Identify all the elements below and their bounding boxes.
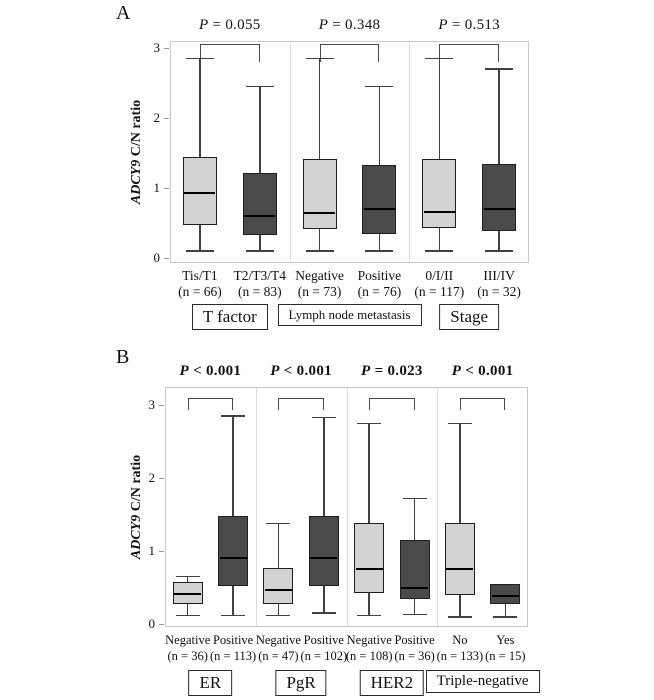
whisker-cap-top bbox=[221, 415, 245, 417]
p-value-text: = 0.513 bbox=[447, 17, 500, 33]
boxplot-box bbox=[482, 164, 516, 232]
y-axis-title-rest: C/N ratio bbox=[129, 99, 144, 160]
y-axis-title-gene: ADCY9 bbox=[129, 159, 144, 205]
median-line bbox=[484, 208, 515, 210]
p-symbol: P bbox=[270, 363, 280, 379]
group-name-label: No bbox=[452, 633, 468, 647]
y-tick-label: 1 bbox=[148, 543, 155, 558]
factor-box: Stage bbox=[439, 304, 499, 330]
y-tick-mark bbox=[159, 551, 164, 552]
p-value-text: = 0.023 bbox=[370, 363, 423, 379]
whisker-cap-top bbox=[312, 417, 336, 419]
panel-b-letter: B bbox=[116, 346, 130, 368]
significance-bracket bbox=[320, 44, 380, 62]
y-tick-label: 2 bbox=[153, 110, 160, 125]
y-tick-label: 3 bbox=[148, 397, 155, 412]
whisker-cap-top bbox=[186, 58, 214, 60]
y-tick-mark bbox=[164, 118, 169, 119]
group-name-label: Positive bbox=[303, 633, 344, 647]
group-name-label: Negative bbox=[255, 633, 301, 647]
group-n-label: (n = 36) bbox=[394, 649, 435, 663]
factor-box: Lymph node metastasis bbox=[277, 304, 421, 326]
boxplot-box bbox=[445, 523, 475, 595]
boxplot-box bbox=[243, 173, 277, 235]
group-name-label: T2/T3/T4 bbox=[233, 268, 287, 283]
boxplot-box bbox=[183, 157, 217, 226]
factor-box: Triple-negative bbox=[426, 670, 540, 693]
y-tick-label: 1 bbox=[153, 180, 160, 195]
group-n-label: (n = 108) bbox=[345, 649, 393, 663]
y-axis-title bbox=[129, 455, 145, 559]
median-line bbox=[244, 215, 275, 217]
p-value-label bbox=[270, 363, 332, 380]
p-symbol: P bbox=[199, 17, 209, 33]
group-n-label: (n = 36) bbox=[167, 649, 208, 663]
boxplot-box bbox=[303, 159, 337, 229]
y-tick-label: 0 bbox=[153, 250, 160, 265]
median-line bbox=[492, 595, 519, 597]
group-n-label: (n = 66) bbox=[178, 284, 222, 299]
whisker-cap-bottom bbox=[221, 615, 245, 617]
whisker-cap-top bbox=[306, 58, 334, 60]
boxplot-box bbox=[490, 584, 520, 604]
y-tick-mark bbox=[159, 624, 164, 625]
p-symbol: P bbox=[179, 363, 190, 379]
p-value-label bbox=[319, 17, 381, 34]
boxplot-box bbox=[362, 165, 396, 234]
p-symbol: P bbox=[438, 17, 448, 33]
whisker-cap-bottom bbox=[425, 250, 453, 252]
p-symbol: P bbox=[451, 363, 462, 379]
p-value-text: < 0.001 bbox=[279, 363, 332, 379]
p-symbol: P bbox=[318, 17, 329, 33]
p-value-label bbox=[180, 363, 242, 380]
whisker-cap-top bbox=[357, 423, 381, 425]
whisker-cap-bottom bbox=[186, 250, 214, 252]
group-n-label: (n = 73) bbox=[297, 284, 342, 299]
significance-bracket bbox=[200, 44, 260, 62]
p-value-text: < 0.001 bbox=[461, 363, 514, 379]
y-tick-label: 3 bbox=[153, 40, 160, 55]
whisker-cap-bottom bbox=[493, 616, 517, 618]
median-line bbox=[401, 587, 428, 589]
group-name-label: Positive bbox=[357, 268, 402, 283]
whisker-cap-top bbox=[448, 423, 472, 425]
group-n-label: (n = 83) bbox=[237, 284, 282, 299]
whisker-cap-bottom bbox=[485, 250, 513, 252]
whisker-cap-bottom bbox=[357, 615, 381, 617]
significance-bracket bbox=[460, 398, 505, 410]
boxplot-box bbox=[218, 516, 248, 586]
group-name-label: III/IV bbox=[483, 268, 515, 283]
whisker-cap-bottom bbox=[403, 614, 427, 616]
whisker-cap-bottom bbox=[246, 250, 274, 252]
factor-box: ER bbox=[189, 670, 233, 696]
median-line bbox=[220, 557, 247, 559]
boxplot-box bbox=[309, 516, 339, 586]
panel-a-letter: A bbox=[116, 2, 131, 24]
median-line bbox=[446, 568, 473, 570]
y-tick-mark bbox=[164, 188, 169, 189]
whisker-cap-top bbox=[365, 86, 393, 88]
whisker-cap-bottom bbox=[365, 250, 393, 252]
median-line bbox=[424, 211, 455, 213]
whisker-cap-top bbox=[485, 68, 513, 70]
median-line bbox=[310, 557, 337, 559]
group-name-label: Positive bbox=[394, 633, 435, 647]
group-name-label: Negative bbox=[165, 633, 211, 647]
group-name-label: Tis/T1 bbox=[182, 268, 218, 283]
y-tick-mark bbox=[164, 48, 169, 49]
median-line bbox=[184, 192, 215, 194]
significance-bracket bbox=[188, 398, 233, 410]
whisker-cap-top bbox=[403, 498, 427, 500]
y-axis-title-rest: C/N ratio bbox=[129, 454, 144, 515]
boxplot-box bbox=[263, 568, 293, 605]
whisker-cap-bottom bbox=[176, 615, 200, 617]
group-n-label: (n = 15) bbox=[485, 649, 526, 663]
median-line bbox=[174, 593, 201, 595]
whisker-cap-bottom bbox=[312, 612, 336, 614]
group-n-label: (n = 117) bbox=[414, 284, 465, 299]
group-n-label: (n = 47) bbox=[258, 649, 299, 663]
median-line bbox=[356, 568, 383, 570]
subpanel-divider bbox=[347, 388, 348, 626]
p-value-text: = 0.055 bbox=[208, 17, 261, 33]
boxplot-box bbox=[354, 523, 384, 593]
factor-box: PgR bbox=[275, 670, 326, 696]
y-tick-label: 0 bbox=[148, 616, 155, 631]
p-symbol: P bbox=[361, 363, 371, 379]
whisker-cap-bottom bbox=[266, 615, 290, 617]
subpanel-divider bbox=[437, 388, 438, 626]
subpanel-divider bbox=[409, 42, 410, 262]
group-n-label: (n = 113) bbox=[210, 649, 257, 663]
whisker-cap-bottom bbox=[306, 250, 334, 252]
p-value-label bbox=[452, 363, 514, 380]
group-name-label: Negative bbox=[295, 268, 344, 283]
y-tick-mark bbox=[159, 405, 164, 406]
whisker-cap-bottom bbox=[448, 616, 472, 618]
whisker-cap-top bbox=[176, 576, 200, 578]
y-tick-mark bbox=[159, 478, 164, 479]
p-value-text: = 0.348 bbox=[328, 17, 381, 33]
group-name-label: Negative bbox=[346, 633, 392, 647]
plot-frame-a bbox=[170, 41, 529, 263]
p-value-text: < 0.001 bbox=[189, 363, 242, 379]
p-value-label bbox=[438, 17, 500, 34]
median-line bbox=[265, 589, 292, 591]
p-value-label bbox=[199, 17, 261, 34]
whisker-cap-top bbox=[266, 523, 290, 525]
whisker-cap-top bbox=[425, 58, 453, 60]
group-name-label: 0/I/II bbox=[425, 268, 454, 283]
boxplot-box bbox=[422, 159, 456, 228]
subpanel-divider bbox=[256, 388, 257, 626]
p-value-label bbox=[361, 363, 423, 380]
y-axis-title-gene: ADCY9 bbox=[129, 514, 144, 560]
significance-bracket bbox=[278, 398, 323, 410]
group-n-label: (n = 102) bbox=[300, 649, 348, 663]
significance-bracket bbox=[369, 398, 414, 410]
factor-box: HER2 bbox=[360, 670, 425, 696]
subpanel-divider bbox=[290, 42, 291, 262]
y-tick-mark bbox=[164, 258, 169, 259]
y-axis-title bbox=[129, 100, 145, 204]
whisker-cap-top bbox=[246, 86, 274, 88]
factor-box: T factor bbox=[192, 304, 268, 330]
group-name-label: Yes bbox=[496, 633, 515, 647]
group-n-label: (n = 76) bbox=[357, 284, 402, 299]
group-n-label: (n = 133) bbox=[436, 649, 484, 663]
group-name-label: Positive bbox=[212, 633, 254, 647]
y-tick-label: 2 bbox=[148, 470, 155, 485]
boxplot-box bbox=[400, 540, 430, 599]
group-n-label: (n = 32) bbox=[477, 284, 521, 299]
significance-bracket bbox=[439, 44, 499, 62]
median-line bbox=[364, 208, 395, 210]
median-line bbox=[304, 212, 335, 214]
